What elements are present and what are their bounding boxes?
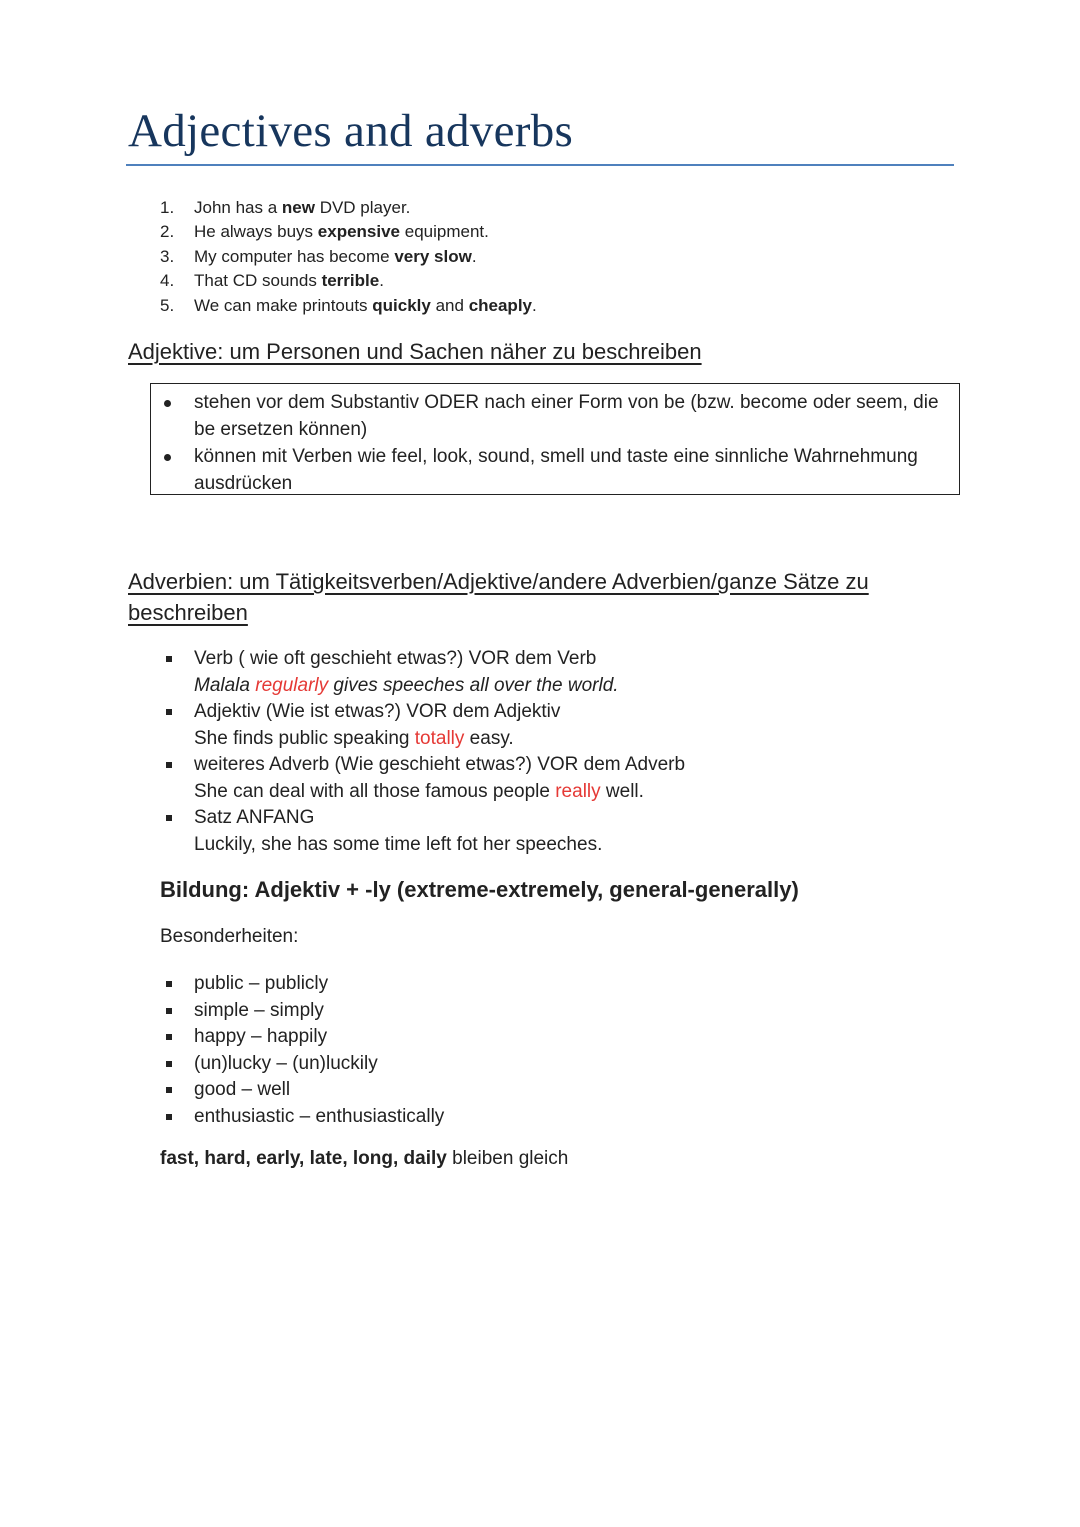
list-item: good – well <box>160 1077 444 1104</box>
list-item: Satz ANFANG Luckily, she has some time left fot her speeches. <box>160 805 685 858</box>
list-item: stehen vor dem Substantiv ODER nach einer Form von be (bzw. become oder seem, die be ersetzen können) <box>151 389 959 443</box>
example-sentence: She can deal with all those famous people really well. <box>194 780 644 802</box>
adjektive-heading: Adjektive: um Personen und Sachen näher zu beschreiben <box>128 339 702 364</box>
list-item: public – publicly <box>160 971 444 998</box>
example-sentence: Luckily, she has some time left fot her speeches. <box>194 833 603 855</box>
square-bullet-icon <box>166 709 172 715</box>
square-bullet-icon <box>166 1034 172 1040</box>
list-item: simple – simply <box>160 998 444 1025</box>
title-divider <box>126 164 954 166</box>
besonderheiten-label: Besonderheiten: <box>160 926 299 947</box>
list-item: 2. He always buys expensive equipment. <box>160 222 489 242</box>
square-bullet-icon <box>166 656 172 662</box>
list-item: happy – happily <box>160 1024 444 1051</box>
unchanged-adverbs-note: fast, hard, early, late, long, daily bleiben gleich <box>160 1148 569 1169</box>
list-item: (un)lucky – (un)luckily <box>160 1051 444 1078</box>
list-item: enthusiastic – enthusiastically <box>160 1104 444 1131</box>
list-item: 4. That CD sounds terrible. <box>160 271 384 291</box>
square-bullet-icon <box>166 1114 172 1120</box>
square-bullet-icon <box>166 981 172 987</box>
list-item: Adjektiv (Wie ist etwas?) VOR dem Adjektiv She finds public speaking totally easy. <box>160 699 685 752</box>
bullet-icon <box>164 454 171 461</box>
adverbien-rules-list <box>160 646 685 858</box>
list-item: 5. We can make printouts quickly and cheaply. <box>160 295 537 315</box>
besonderheiten-list <box>160 971 444 1130</box>
square-bullet-icon <box>166 1008 172 1014</box>
square-bullet-icon <box>166 1061 172 1067</box>
bullet-icon <box>164 400 171 407</box>
adjektive-rules-box <box>150 383 960 495</box>
page-title: Adjectives and adverbs <box>128 105 574 157</box>
bildung-rule: Bildung: Adjektiv + -ly (extreme-extremely, general-generally) <box>160 877 799 902</box>
list-item: weiteres Adverb (Wie geschieht etwas?) VOR dem Adverb She can deal with all those famous people really well. <box>160 752 685 805</box>
list-item: können mit Verben wie feel, look, sound, smell und taste eine sinnliche Wahrnehmung ausdrücken <box>151 443 959 497</box>
list-item: Verb ( wie oft geschieht etwas?) VOR dem Verb Malala regularly gives speeches all over the world. <box>160 646 685 699</box>
square-bullet-icon <box>166 1087 172 1093</box>
example-sentence: Malala regularly gives speeches all over the world. <box>194 674 619 696</box>
list-item: 1. John has a new DVD player. <box>160 198 411 217</box>
example-sentences-list <box>160 196 537 318</box>
example-sentence: She finds public speaking totally easy. <box>194 727 514 749</box>
square-bullet-icon <box>166 762 172 768</box>
square-bullet-icon <box>166 815 172 821</box>
adverbien-heading: Adverbien: um Tätigkeitsverben/Adjektive/andere Adverbien/ganze Sätze zu beschreiben <box>128 569 869 625</box>
list-item: 3. My computer has become very slow. <box>160 246 477 266</box>
